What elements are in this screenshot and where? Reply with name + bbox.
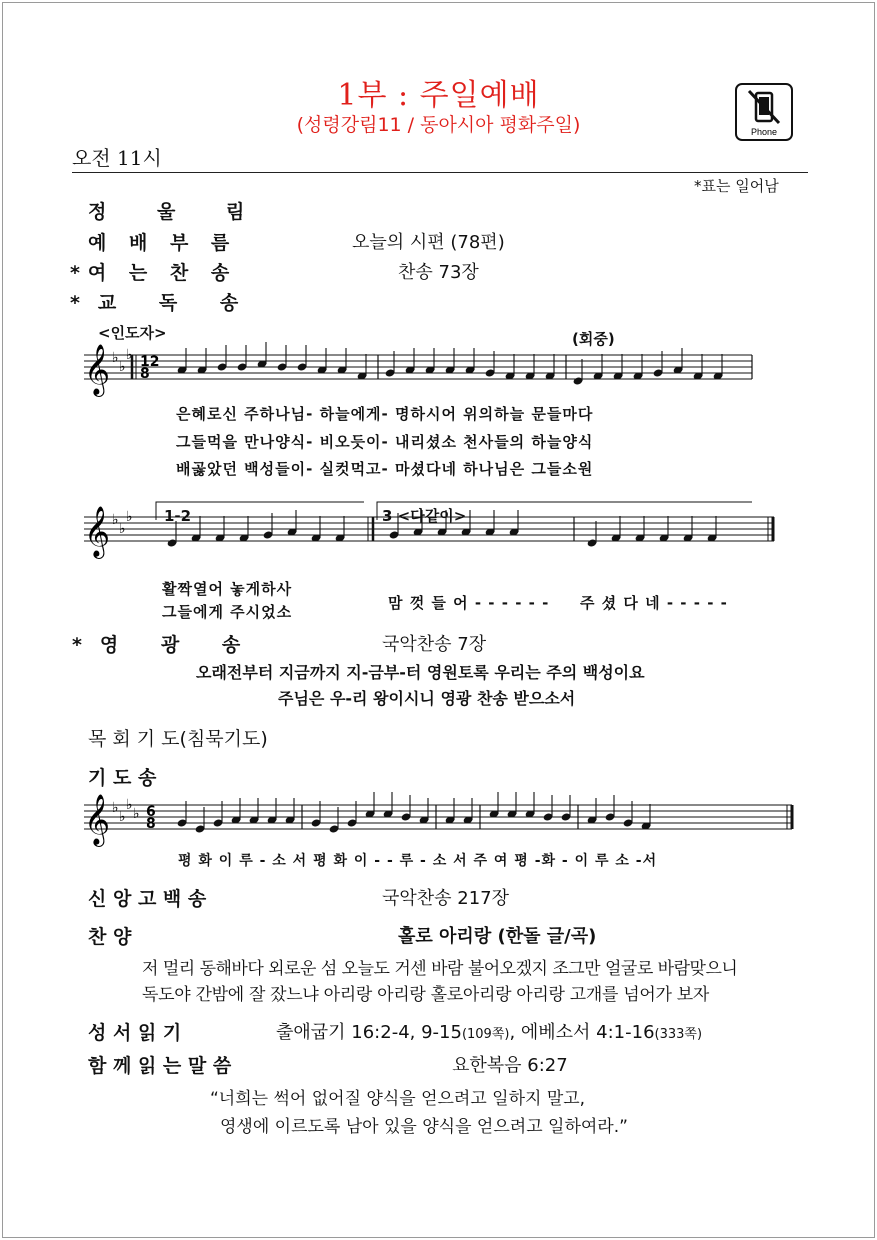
flat-sign-icon: ♭ xyxy=(112,350,119,366)
praise-label: 찬 양 xyxy=(88,926,132,948)
lyric-line: 배곯았던 백성들이- 실컷먹고- 마셨다네 하나님은 그들소원 xyxy=(176,460,594,478)
treble-clef-icon: 𝄞 xyxy=(84,794,111,845)
header-divider xyxy=(72,172,808,173)
ending-3-mark: 3 <다같이> xyxy=(382,507,467,525)
creed-label: 신 앙 고 백 송 xyxy=(88,888,207,910)
scripture-ref-2: , 에베소서 4:1-16 xyxy=(509,1022,655,1043)
gloria-label: *영 광 송 xyxy=(72,634,259,656)
flat-sign-icon: ♭ xyxy=(126,797,133,813)
phone-off-icon xyxy=(735,83,793,141)
flat-sign-icon: ♭ xyxy=(133,806,140,822)
ending-lyric: 활짝열어 놓게하사 xyxy=(162,580,293,598)
gloria-value: 국악찬송 7장 xyxy=(382,634,487,655)
scripture-page-1: (109쪽) xyxy=(461,1027,510,1042)
service-time: 오전 11시 xyxy=(72,146,162,170)
ending-lyric: 맘 껏 들 어 - - - - - - xyxy=(388,594,550,612)
phone-icon-label: Phone xyxy=(750,127,778,137)
order-item-value: 오늘의 시편 (78편) xyxy=(352,232,505,253)
scripture-ref-1: 출애굽기 16:2-4, 9-15 xyxy=(276,1022,462,1043)
standing-note: *표는 일어남 xyxy=(694,177,779,195)
creed-value: 국악찬송 217장 xyxy=(382,888,510,909)
gloria-text: 오래전부터 지금까지 지-금부-터 영원토록 우리는 주의 백성이요 xyxy=(196,663,645,682)
ending-lyric: 주 셨 다 네 - - - - - xyxy=(580,594,728,612)
common-word-label: 함 께 읽 는 말 씀 xyxy=(88,1055,232,1077)
flat-sign-icon: ♭ xyxy=(112,512,119,528)
ending-1-mark: 1-2 xyxy=(164,507,192,525)
treble-clef-icon: 𝄞 xyxy=(84,506,111,557)
page-subtitle: (성령강림11 / 동아시아 평화주일) xyxy=(296,114,581,136)
order-item-value: 찬송 73장 xyxy=(398,262,479,283)
order-item-label: 예 배 부 름 xyxy=(88,232,238,254)
silent-prayer-label: 목 회 기 도(침묵기도) xyxy=(88,728,268,750)
scripture-reading xyxy=(276,1018,702,1044)
lyric-line: 은혜로신 주하나님- 하늘에게- 명하시어 위의하늘 문들마다 xyxy=(176,405,594,423)
flat-sign-icon: ♭ xyxy=(126,509,133,525)
music-staff-prayer xyxy=(84,794,804,850)
lyric-line: 그들먹을 만나양식- 비오듯이- 내리셨소 천사들의 하늘양식 xyxy=(176,433,594,451)
music-staff xyxy=(84,344,754,400)
prayer-song-lyrics: 평 화 이 루 - 소 서 평 화 이 - - 루 - 소 서 주 여 평 -화 - 이 루 소 -서 xyxy=(178,853,658,869)
flat-sign-icon: ♭ xyxy=(119,521,126,537)
order-item-label: *교 독 송 xyxy=(70,292,257,314)
page-title: 1부 : 주일예배 xyxy=(337,78,540,113)
treble-clef-icon: 𝄞 xyxy=(84,344,111,395)
common-word-quote: “너희는 썩어 없어질 양식을 얻으려고 일하지 말고, xyxy=(210,1089,586,1109)
praise-value: 홀로 아리랑 (한돌 글/곡) xyxy=(398,926,597,947)
flat-sign-icon: ♭ xyxy=(126,347,133,363)
prayer-song-label: 기 도 송 xyxy=(88,767,157,789)
gloria-text: 주님은 우-리 왕이시니 영광 찬송 받으소서 xyxy=(278,689,576,708)
leader-mark: <인도자> xyxy=(98,324,167,342)
order-item-label: 정 울 림 xyxy=(88,201,267,223)
scripture-label: 성 서 읽 기 xyxy=(88,1022,182,1044)
flat-sign-icon: ♭ xyxy=(119,359,126,375)
common-word-value: 요한복음 6:27 xyxy=(452,1055,568,1076)
phone-glyph-icon xyxy=(737,85,791,139)
time-sig-bottom: 8 xyxy=(146,816,156,832)
ending-lyric: 그들에게 주시었소 xyxy=(162,603,293,621)
praise-lyrics: 저 멀리 동해바다 외로운 섬 오늘도 거센 바람 불어오겠지 조그만 얼굴로 바람맞으니 xyxy=(142,959,738,979)
flat-sign-icon: ♭ xyxy=(119,809,126,825)
praise-lyrics: 독도야 간밤에 잘 잤느냐 아리랑 아리랑 홀로아리랑 아리랑 고개를 넘어가 보자 xyxy=(142,985,709,1005)
time-sig-top: 12 xyxy=(140,354,160,370)
scripture-page-2: (333쪽) xyxy=(654,1027,703,1042)
flat-sign-icon: ♭ xyxy=(112,800,119,816)
time-sig-top: 6 xyxy=(146,804,156,820)
order-item-label: *여 는 찬 송 xyxy=(70,262,238,284)
congregation-mark: (회중) xyxy=(572,330,615,348)
time-sig-bottom: 8 xyxy=(140,366,150,382)
common-word-quote: 영생에 이르도록 남아 있을 양식을 얻으려고 일하여라.” xyxy=(220,1117,628,1137)
